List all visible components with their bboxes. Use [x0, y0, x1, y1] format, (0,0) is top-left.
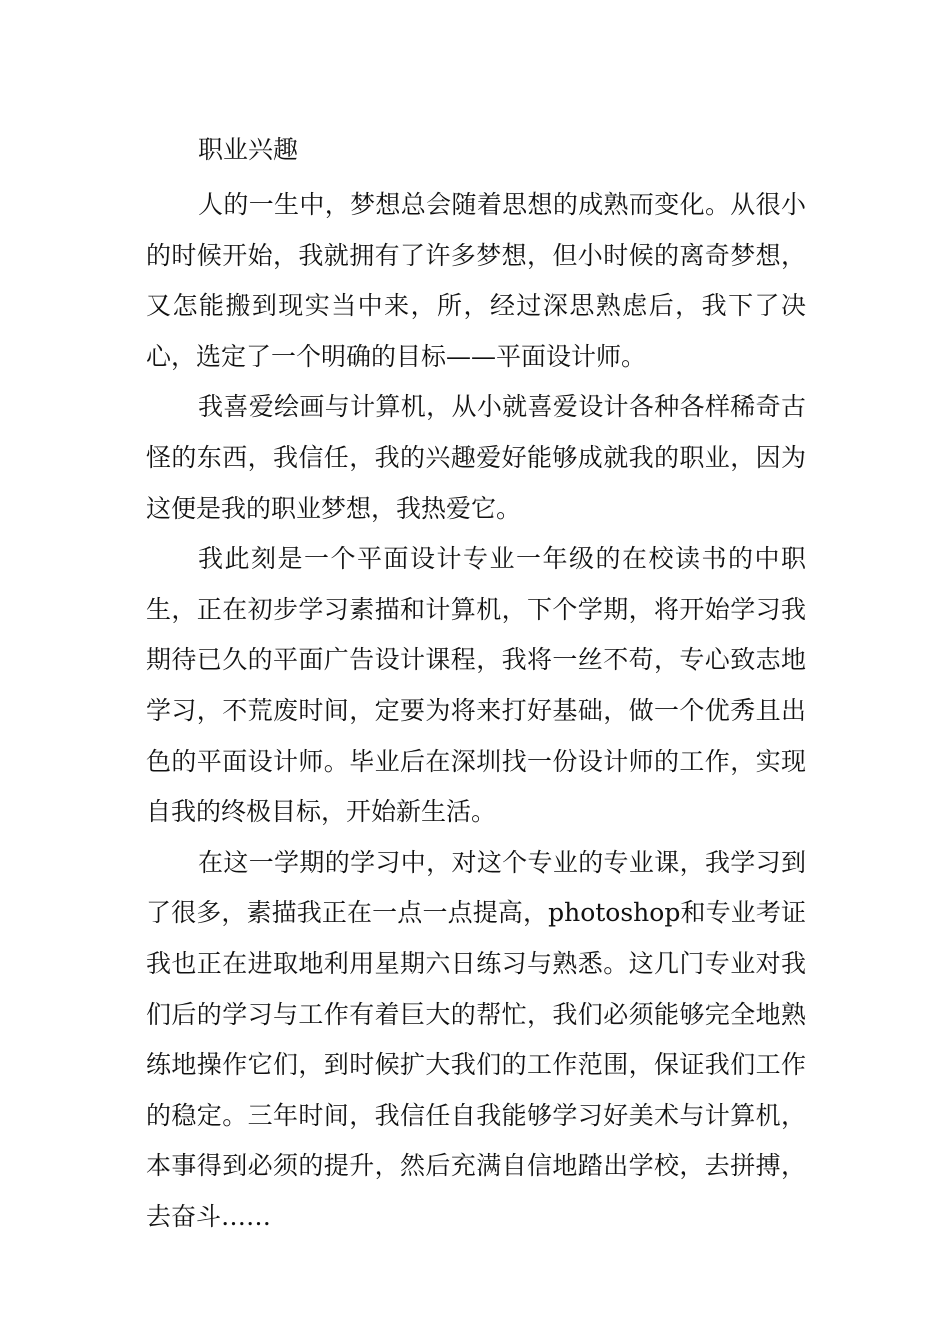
document-body — [146, 180, 806, 1242]
paragraph-4: 在这一学期的学习中，对这个专业的专业课，我学习到了很多，素描我正在一点一点提高，photoshop和专业考证我也正在进取地利用星期六日练习与熟悉。这几门专业对我们后的学习与工作有着巨大的帮忙，我们必须能够完全地熟练地操作它们，到时候扩大我们的工作范围，保证我们工作的稳定。三年时间，我信任自我能够学习好美术与计算机，本事得到必须的提升，然后充满自信地踏出学校，去拼搏，去奋斗…… — [146, 847, 806, 1231]
paragraph-2: 我喜爱绘画与计算机，从小就喜爱设计各种各样稀奇古怪的东西，我信任，我的兴趣爱好能够成就我的职业，因为这便是我的职业梦想，我热爱它。 — [146, 392, 806, 523]
paragraph-3: 我此刻是一个平面设计专业一年级的在校读书的中职生，正在初步学习素描和计算机，下个学期，将开始学习我期待已久的平面广告设计课程，我将一丝不苟，专心致志地学习，不荒废时间，定要为将来打好基础，做一个优秀且出色的平面设计师。毕业后在深圳找一份设计师的工作，实现自我的终极目标，开始新生活。 — [146, 544, 806, 827]
document-title: 职业兴趣 — [198, 135, 299, 164]
paragraph-1: 人的一生中，梦想总会随着思想的成熟而变化。从很小的时候开始，我就拥有了许多梦想，但小时候的离奇梦想，又怎能搬到现实当中来，所，经过深思熟虑后，我下了决心，选定了一个明确的目标——平面设计师。 — [146, 190, 806, 371]
